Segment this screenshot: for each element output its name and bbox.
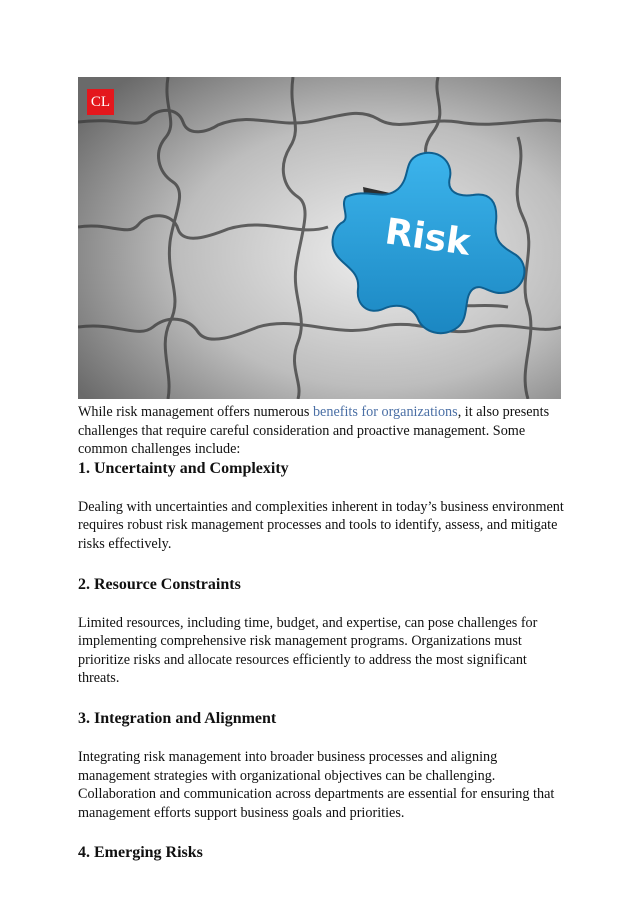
cl-logo: CL [87, 89, 114, 115]
section-heading-1: 1. Uncertainty and Complexity [78, 459, 289, 477]
hero-image [78, 77, 561, 399]
section-body-2: Limited resources, including time, budget, and expertise, can pose challenges for implementing comprehensive risk management programs. Organizations must prioritize risks and allocate resources efficiently to address the most significant threats. [78, 614, 538, 687]
section-body-3: Integrating risk management into broader business processes and aligning management strategies with organizational objectives can be challenging. Collaboration and communication across departments are essential for ensuring that management efforts support business goals and priorities. [78, 748, 555, 821]
intro-text-before: While risk management offers numerous [78, 404, 313, 420]
puzzle-illustration [78, 77, 561, 399]
intro-paragraph [78, 403, 564, 459]
benefits-link[interactable]: benefits for organizations [312, 404, 458, 420]
article-body [78, 403, 564, 882]
section-heading-3: 3. Integration and Alignment [78, 709, 277, 727]
puzzle-word: Risk [382, 211, 473, 264]
section-heading-2: 2. Resource Constraints [78, 575, 241, 593]
section-heading-4: 4. Emerging Risks [78, 844, 203, 862]
intro-text-after: , it also presents challenges that require careful consideration and proactive management. Some common challenges include: [78, 404, 550, 458]
section-body-1: Dealing with uncertainties and complexities inherent in today’s business environment requires robust risk management processes and tools to identify, assess, and mitigate risks effectively. [78, 498, 564, 552]
